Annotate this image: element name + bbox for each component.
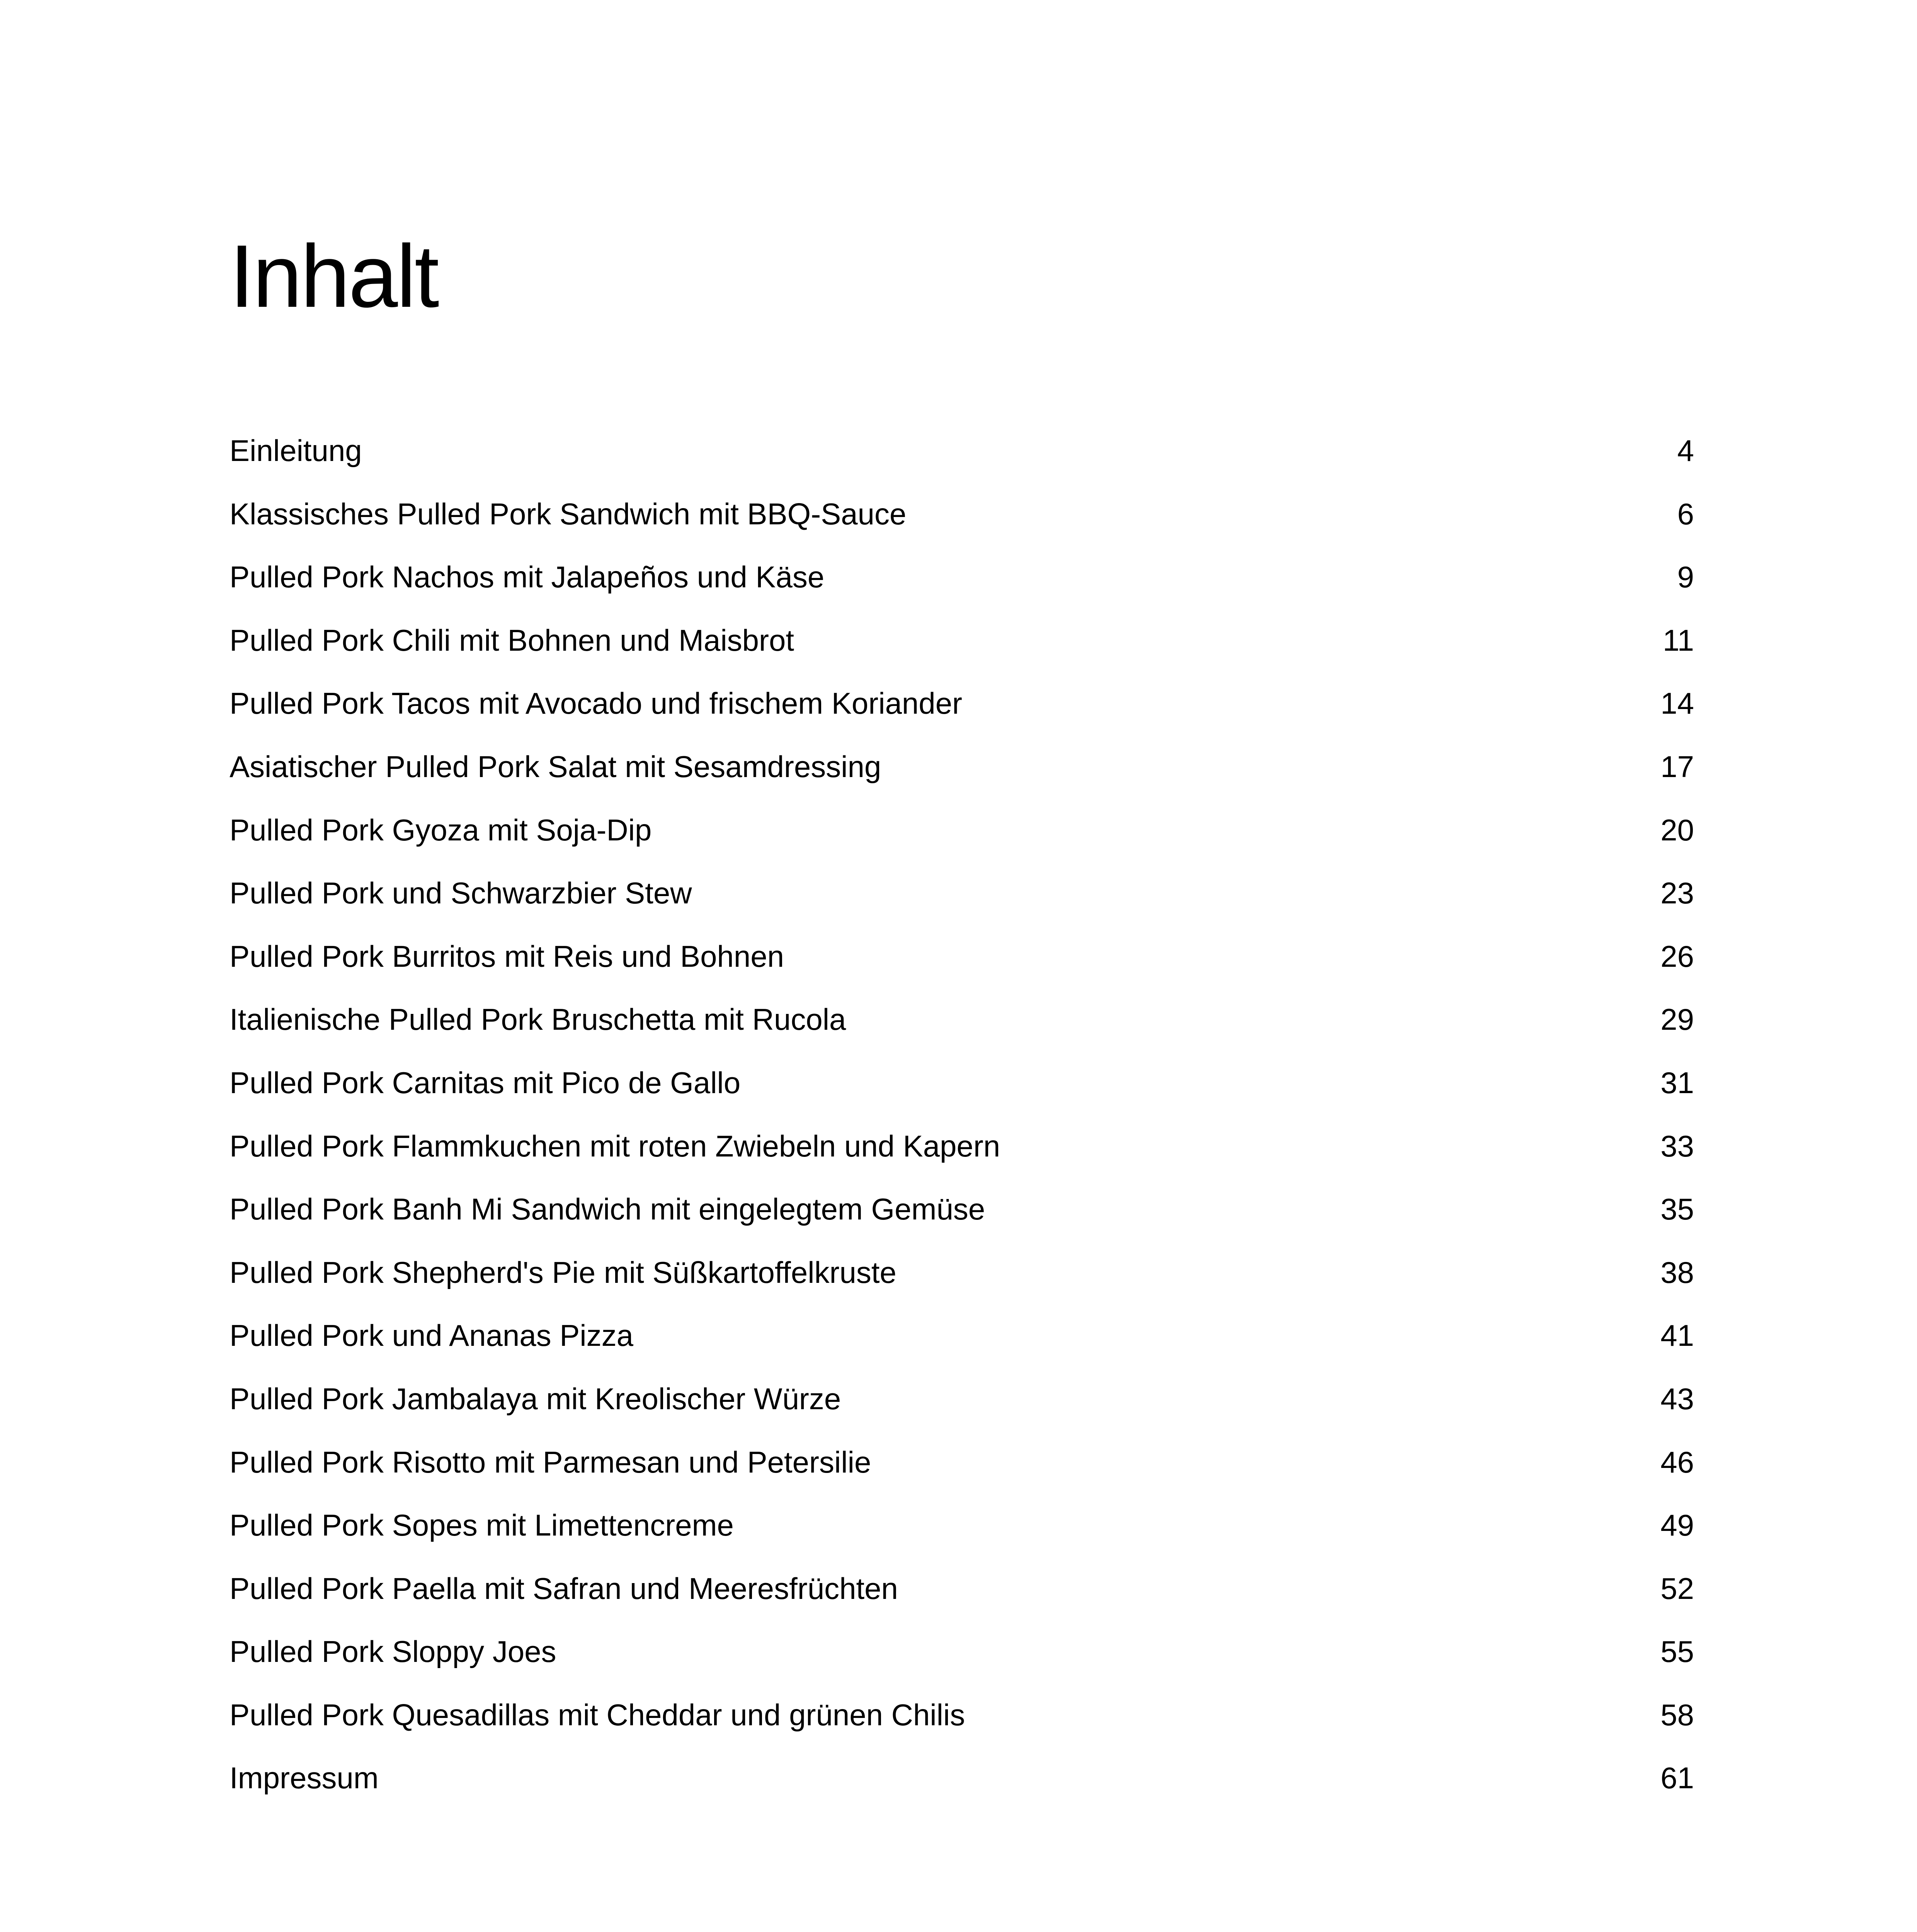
toc-entry-label: Pulled Pork und Ananas Pizza: [230, 1318, 634, 1353]
toc-entry-label: Pulled Pork Sopes mit Limettencreme: [230, 1508, 734, 1543]
toc-entry-page: 35: [1660, 1192, 1694, 1226]
toc-entry-label: Pulled Pork Chili mit Bohnen und Maisbrot: [230, 623, 794, 657]
toc-entry[interactable]: [230, 1620, 1694, 1684]
toc-entry[interactable]: [230, 672, 1694, 735]
toc-entry-label: Impressum: [230, 1761, 379, 1795]
toc-entry-page: 4: [1677, 434, 1694, 468]
toc-entry-label: Pulled Pork Paella mit Safran und Meeresfrüchten: [230, 1571, 898, 1605]
toc-entry-page: 55: [1660, 1634, 1694, 1669]
toc-entry-page: 23: [1660, 876, 1694, 910]
toc-entry-label: Pulled Pork Jambalaya mit Kreolischer Würze: [230, 1381, 841, 1416]
toc-dot-leader: [796, 650, 1659, 651]
toc-entry-page: 46: [1660, 1445, 1694, 1479]
toc-entry-label: Pulled Pork Flammkuchen mit roten Zwiebeln und Kapern: [230, 1129, 1000, 1163]
toc-dot-leader: [848, 1029, 1657, 1030]
toc-entry[interactable]: [230, 1241, 1694, 1304]
toc-entry[interactable]: [230, 862, 1694, 925]
toc-entry-page: 61: [1660, 1761, 1694, 1795]
toc-entry[interactable]: [230, 1051, 1694, 1115]
toc-dot-leader: [899, 1282, 1657, 1283]
toc-entry-label: Asiatischer Pulled Pork Salat mit Sesamdressing: [230, 749, 881, 784]
toc-entry-page: 6: [1677, 497, 1694, 531]
toc-dot-leader: [786, 966, 1657, 967]
toc-entry[interactable]: [230, 483, 1694, 546]
toc-entry-page: 33: [1660, 1129, 1694, 1163]
toc-entry-label: Pulled Pork Quesadillas mit Cheddar und grünen Chilis: [230, 1697, 965, 1732]
toc-entry-label: Pulled Pork Burritos mit Reis und Bohnen: [230, 939, 784, 973]
toc-entry[interactable]: [230, 546, 1694, 609]
toc-entry-page: 41: [1660, 1318, 1694, 1353]
toc-entry[interactable]: [230, 609, 1694, 672]
toc-entry[interactable]: [230, 1747, 1694, 1810]
toc-entry[interactable]: [230, 1367, 1694, 1431]
toc-entry-label: Pulled Pork Shepherd's Pie mit Süßkartoffelkruste: [230, 1255, 896, 1289]
table-of-contents: [230, 419, 1694, 1810]
toc-entry-page: 31: [1660, 1065, 1694, 1100]
toc-entry[interactable]: [230, 1494, 1694, 1557]
toc-entry-label: Pulled Pork Nachos mit Jalapeños und Käse: [230, 560, 825, 594]
toc-entry-label: Pulled Pork und Schwarzbier Stew: [230, 876, 692, 910]
toc-dot-leader: [964, 713, 1657, 714]
toc-entry-label: Pulled Pork Risotto mit Parmesan und Petersilie: [230, 1445, 871, 1479]
toc-entry-page: 17: [1660, 749, 1694, 784]
toc-entry[interactable]: [230, 1557, 1694, 1621]
toc-entry-page: 14: [1660, 686, 1694, 721]
toc-dot-leader: [636, 1345, 1657, 1346]
toc-entry-page: 20: [1660, 813, 1694, 847]
toc-entry[interactable]: [230, 988, 1694, 1051]
toc-entry[interactable]: [230, 1115, 1694, 1178]
toc-entry-page: 58: [1660, 1697, 1694, 1732]
toc-entry[interactable]: [230, 735, 1694, 799]
toc-entry-page: 43: [1660, 1381, 1694, 1416]
toc-entry[interactable]: [230, 799, 1694, 862]
toc-entry[interactable]: [230, 1431, 1694, 1494]
toc-entry-page: 26: [1660, 939, 1694, 973]
toc-entry-page: 29: [1660, 1002, 1694, 1037]
toc-entry-page: 38: [1660, 1255, 1694, 1289]
toc-entry[interactable]: [230, 1178, 1694, 1241]
toc-entry-label: Klassisches Pulled Pork Sandwich mit BBQ-Sauce: [230, 497, 907, 531]
toc-entry-label: Pulled Pork Sloppy Joes: [230, 1634, 556, 1669]
toc-entry-page: 9: [1677, 560, 1694, 594]
toc-entry-label: Italienische Pulled Pork Bruschetta mit Rucola: [230, 1002, 846, 1037]
toc-entry[interactable]: [230, 1304, 1694, 1367]
toc-entry-label: Pulled Pork Carnitas mit Pico de Gallo: [230, 1065, 741, 1100]
toc-entry-page: 11: [1663, 623, 1694, 657]
toc-dot-leader: [873, 1472, 1657, 1473]
toc-dot-leader: [736, 1535, 1657, 1536]
toc-entry-page: 52: [1660, 1571, 1694, 1605]
toc-entry-page: 49: [1660, 1508, 1694, 1543]
toc-entry-label: Pulled Pork Banh Mi Sandwich mit eingelegtem Gemüse: [230, 1192, 985, 1226]
toc-entry-label: Einleitung: [230, 434, 362, 468]
toc-entry-label: Pulled Pork Tacos mit Avocado und frischem Koriander: [230, 686, 963, 721]
toc-entry[interactable]: [230, 419, 1694, 483]
toc-entry[interactable]: [230, 1684, 1694, 1747]
toc-title: Inhalt: [230, 226, 438, 326]
toc-entry[interactable]: [230, 925, 1694, 988]
toc-entry-label: Pulled Pork Gyoza mit Soja-Dip: [230, 813, 652, 847]
